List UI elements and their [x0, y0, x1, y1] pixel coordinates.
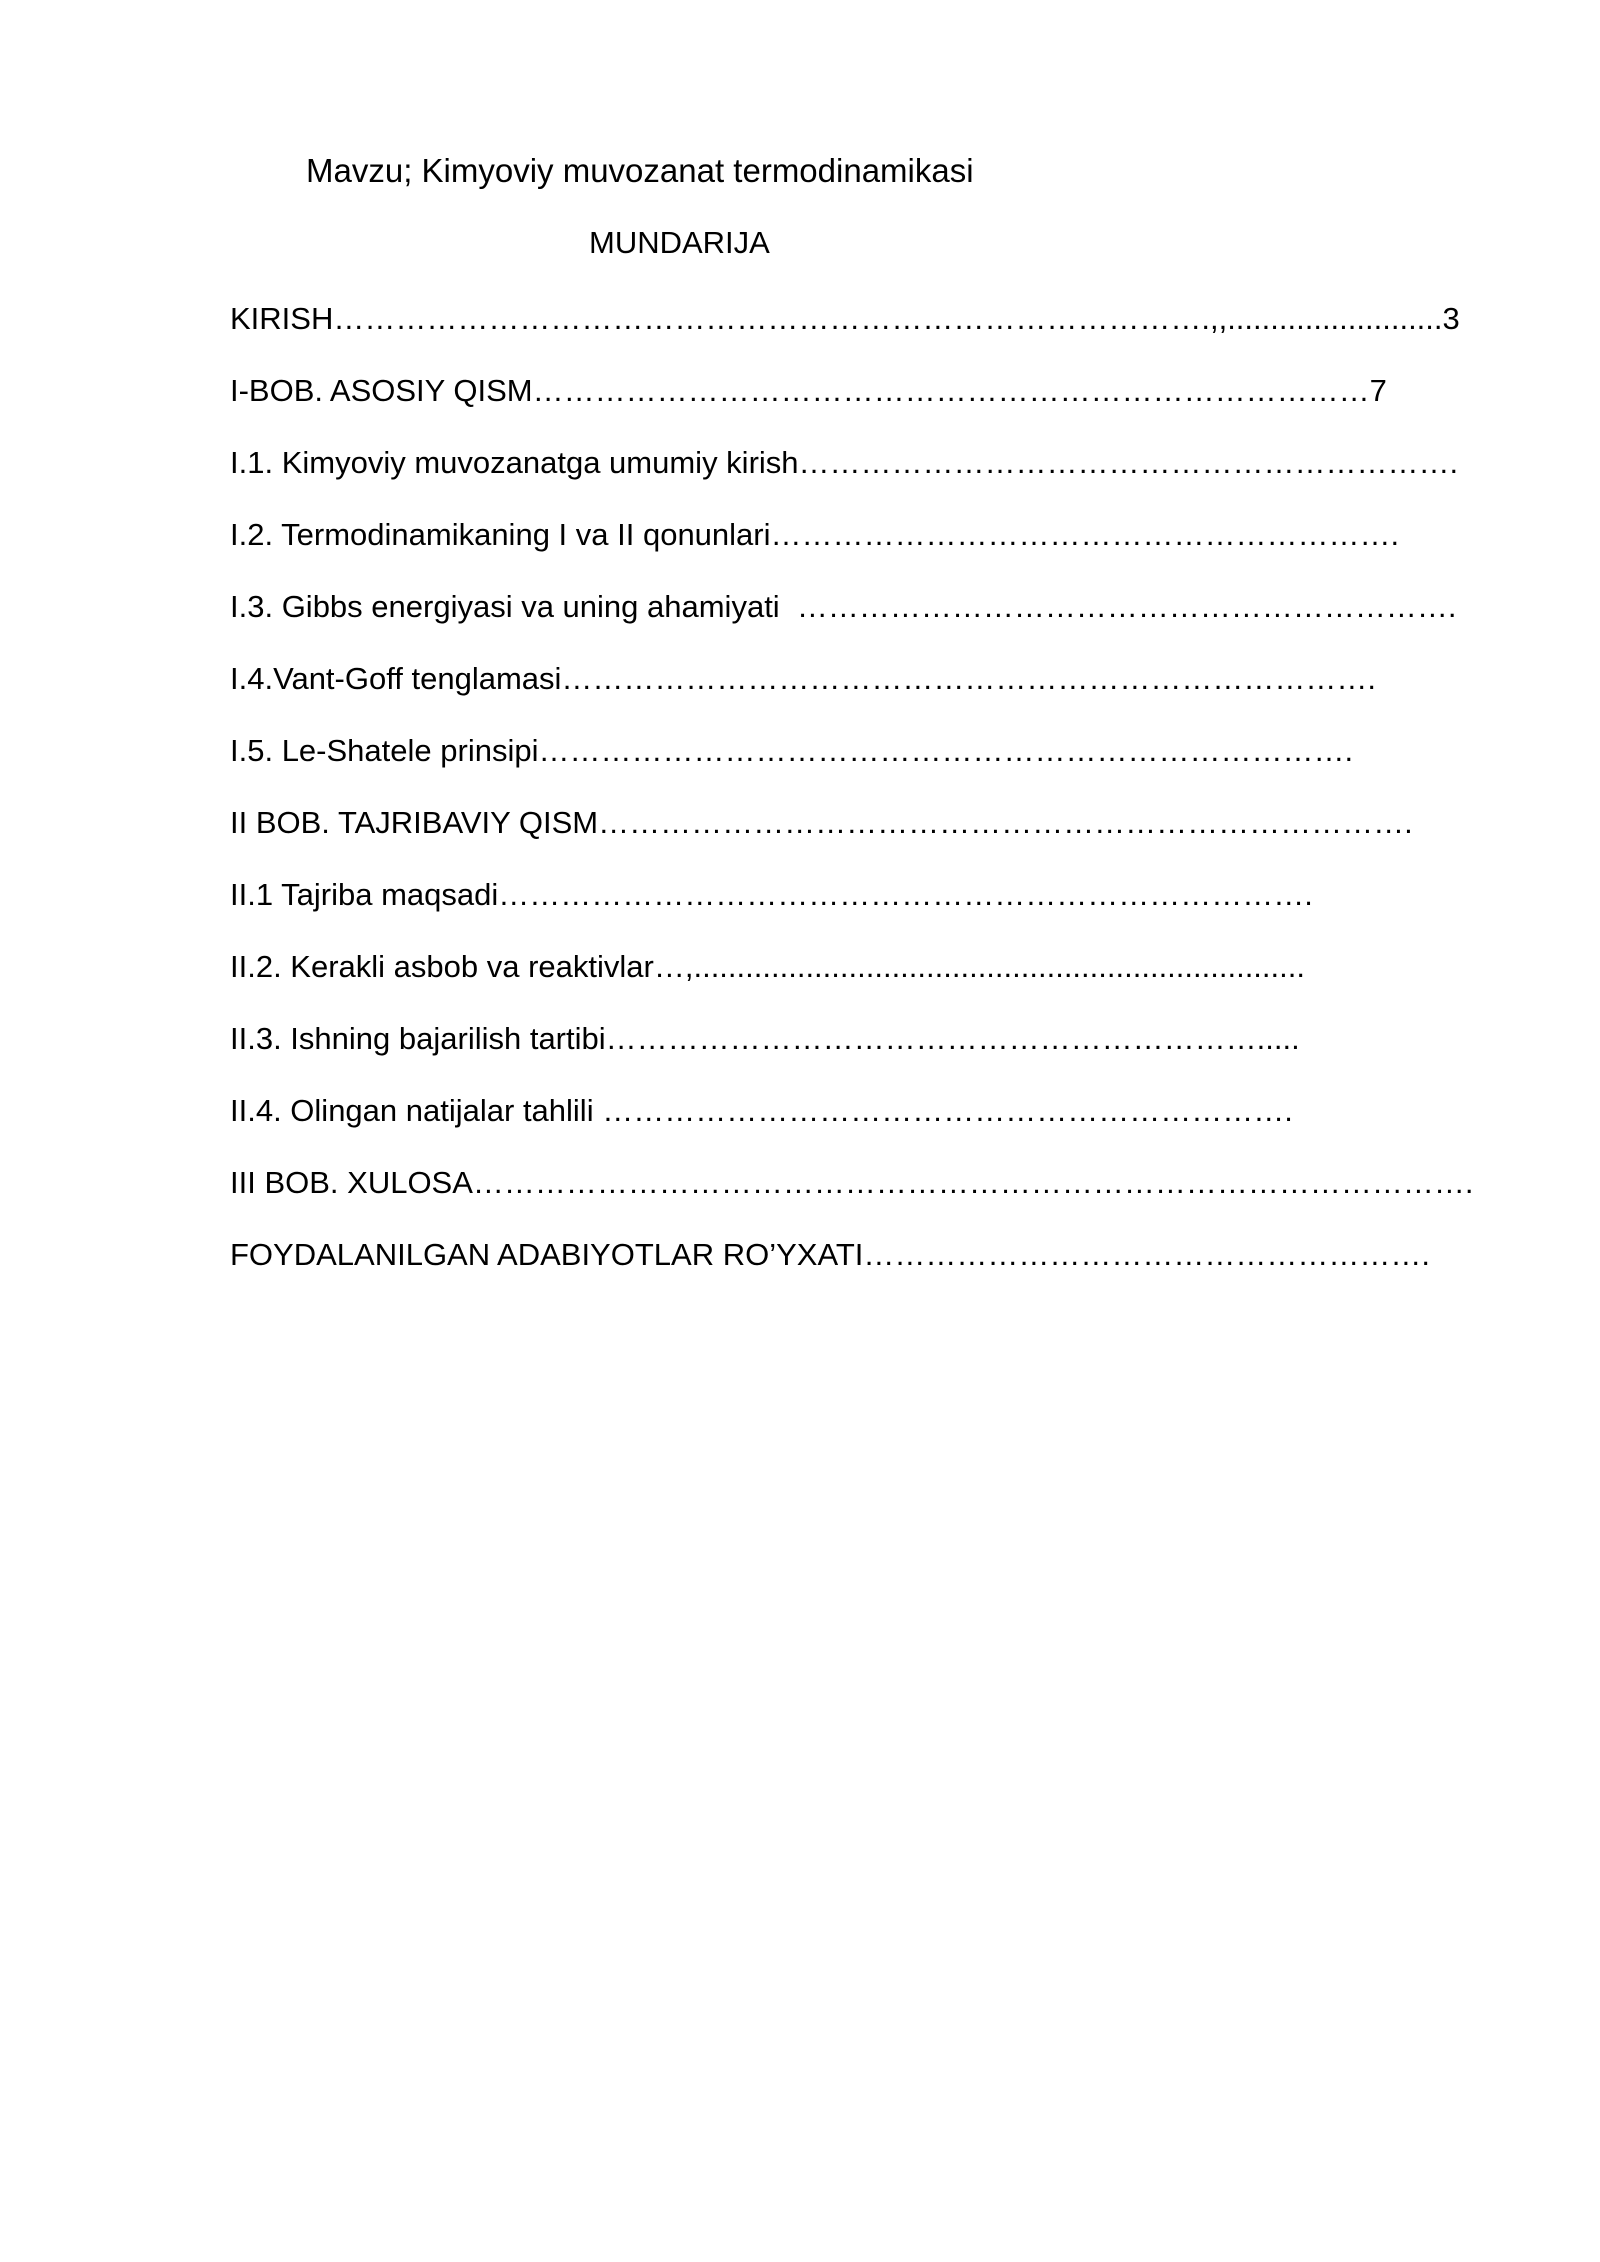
toc-entry-leader: …………………………………………………….	[770, 517, 1400, 552]
toc-entry-leader: ……………………………………………………….....	[605, 1021, 1300, 1056]
toc-entry-2-4	[230, 1088, 1474, 1160]
toc-heading: MUNDARIJA	[589, 225, 770, 260]
toc-entry-leader: …………………………………………………………………….	[498, 877, 1313, 912]
toc-entry-text: I-BOB. ASOSIY QISM	[230, 373, 533, 408]
toc-entry-text: II.2. Kerakli asbob va reaktivlar	[230, 949, 654, 984]
toc-entry-text: II.3. Ishning bajarilish tartibi	[230, 1021, 606, 1056]
toc-entry-text: II BOB. TAJRIBAVIY QISM	[230, 805, 599, 840]
toc-entry-leader: ………………………………………………………………………	[532, 373, 1370, 408]
toc-entry-text: I.2. Termodinamikaning I va II qonunlari	[230, 517, 771, 552]
toc-entry-page: 3	[1442, 301, 1460, 336]
toc-entry-2-3	[230, 1016, 1474, 1088]
table-of-contents	[230, 296, 1474, 1304]
toc-entry-2-1	[230, 872, 1474, 944]
document-title: Mavzu; Kimyoviy muvozanat termodinamikasi	[306, 152, 974, 189]
toc-entry-2-2	[230, 944, 1474, 1016]
toc-entry-text: KIRISH	[230, 301, 334, 336]
toc-entry-text: III BOB. XULOSA	[230, 1165, 473, 1200]
toc-entry-text: I.5. Le-Shatele prinsipi	[230, 733, 539, 768]
toc-entry-1-4	[230, 656, 1474, 728]
toc-entry-1-2	[230, 512, 1474, 584]
toc-entry-leader: ………………………………………………………………………….,,.........................	[333, 301, 1443, 336]
toc-entry-leader: ……………………………………………….	[863, 1237, 1430, 1272]
toc-entry-text: I.4.Vant-Goff tenglamasi	[230, 661, 562, 696]
toc-entry-leader: …………………………………………………………………….	[561, 661, 1377, 696]
toc-entry-leader: …,.......................................................................	[653, 949, 1305, 984]
toc-entry-1-3	[230, 584, 1474, 656]
toc-entry-text: FOYDALANILGAN ADABIYOTLAR RO’YXATI	[230, 1237, 864, 1272]
toc-entry-bob-3	[230, 1160, 1474, 1232]
toc-entry-text: I.1. Kimyoviy muvozanatga umumiy kirish	[230, 445, 799, 480]
toc-entry-references	[230, 1232, 1474, 1304]
toc-entry-leader: ……………………………………………………….	[788, 589, 1457, 624]
toc-entry-page: 7	[1369, 373, 1387, 408]
toc-entry-text: II.4. Olingan natijalar tahlili	[230, 1093, 594, 1128]
toc-entry-kirish	[230, 296, 1474, 368]
toc-entry-text: I.3. Gibbs energiyasi va uning ahamiyati	[230, 589, 789, 624]
toc-entry-1-5	[230, 728, 1474, 800]
toc-entry-1-1	[230, 440, 1474, 512]
toc-entry-leader: …………………………………………………………………….	[538, 733, 1354, 768]
toc-entry-bob-2	[230, 800, 1474, 872]
toc-entry-text: II.1 Tajriba maqsadi	[230, 877, 499, 912]
toc-entry-leader: ……………………………………………………….	[798, 445, 1459, 480]
toc-entry-leader: …………………………………………………………………………………….	[472, 1165, 1474, 1200]
toc-entry-leader: ………………………………………………………….	[593, 1093, 1293, 1128]
toc-entry-leader: …………………………………………………………………….	[598, 805, 1413, 840]
toc-entry-bob-1	[230, 368, 1474, 440]
